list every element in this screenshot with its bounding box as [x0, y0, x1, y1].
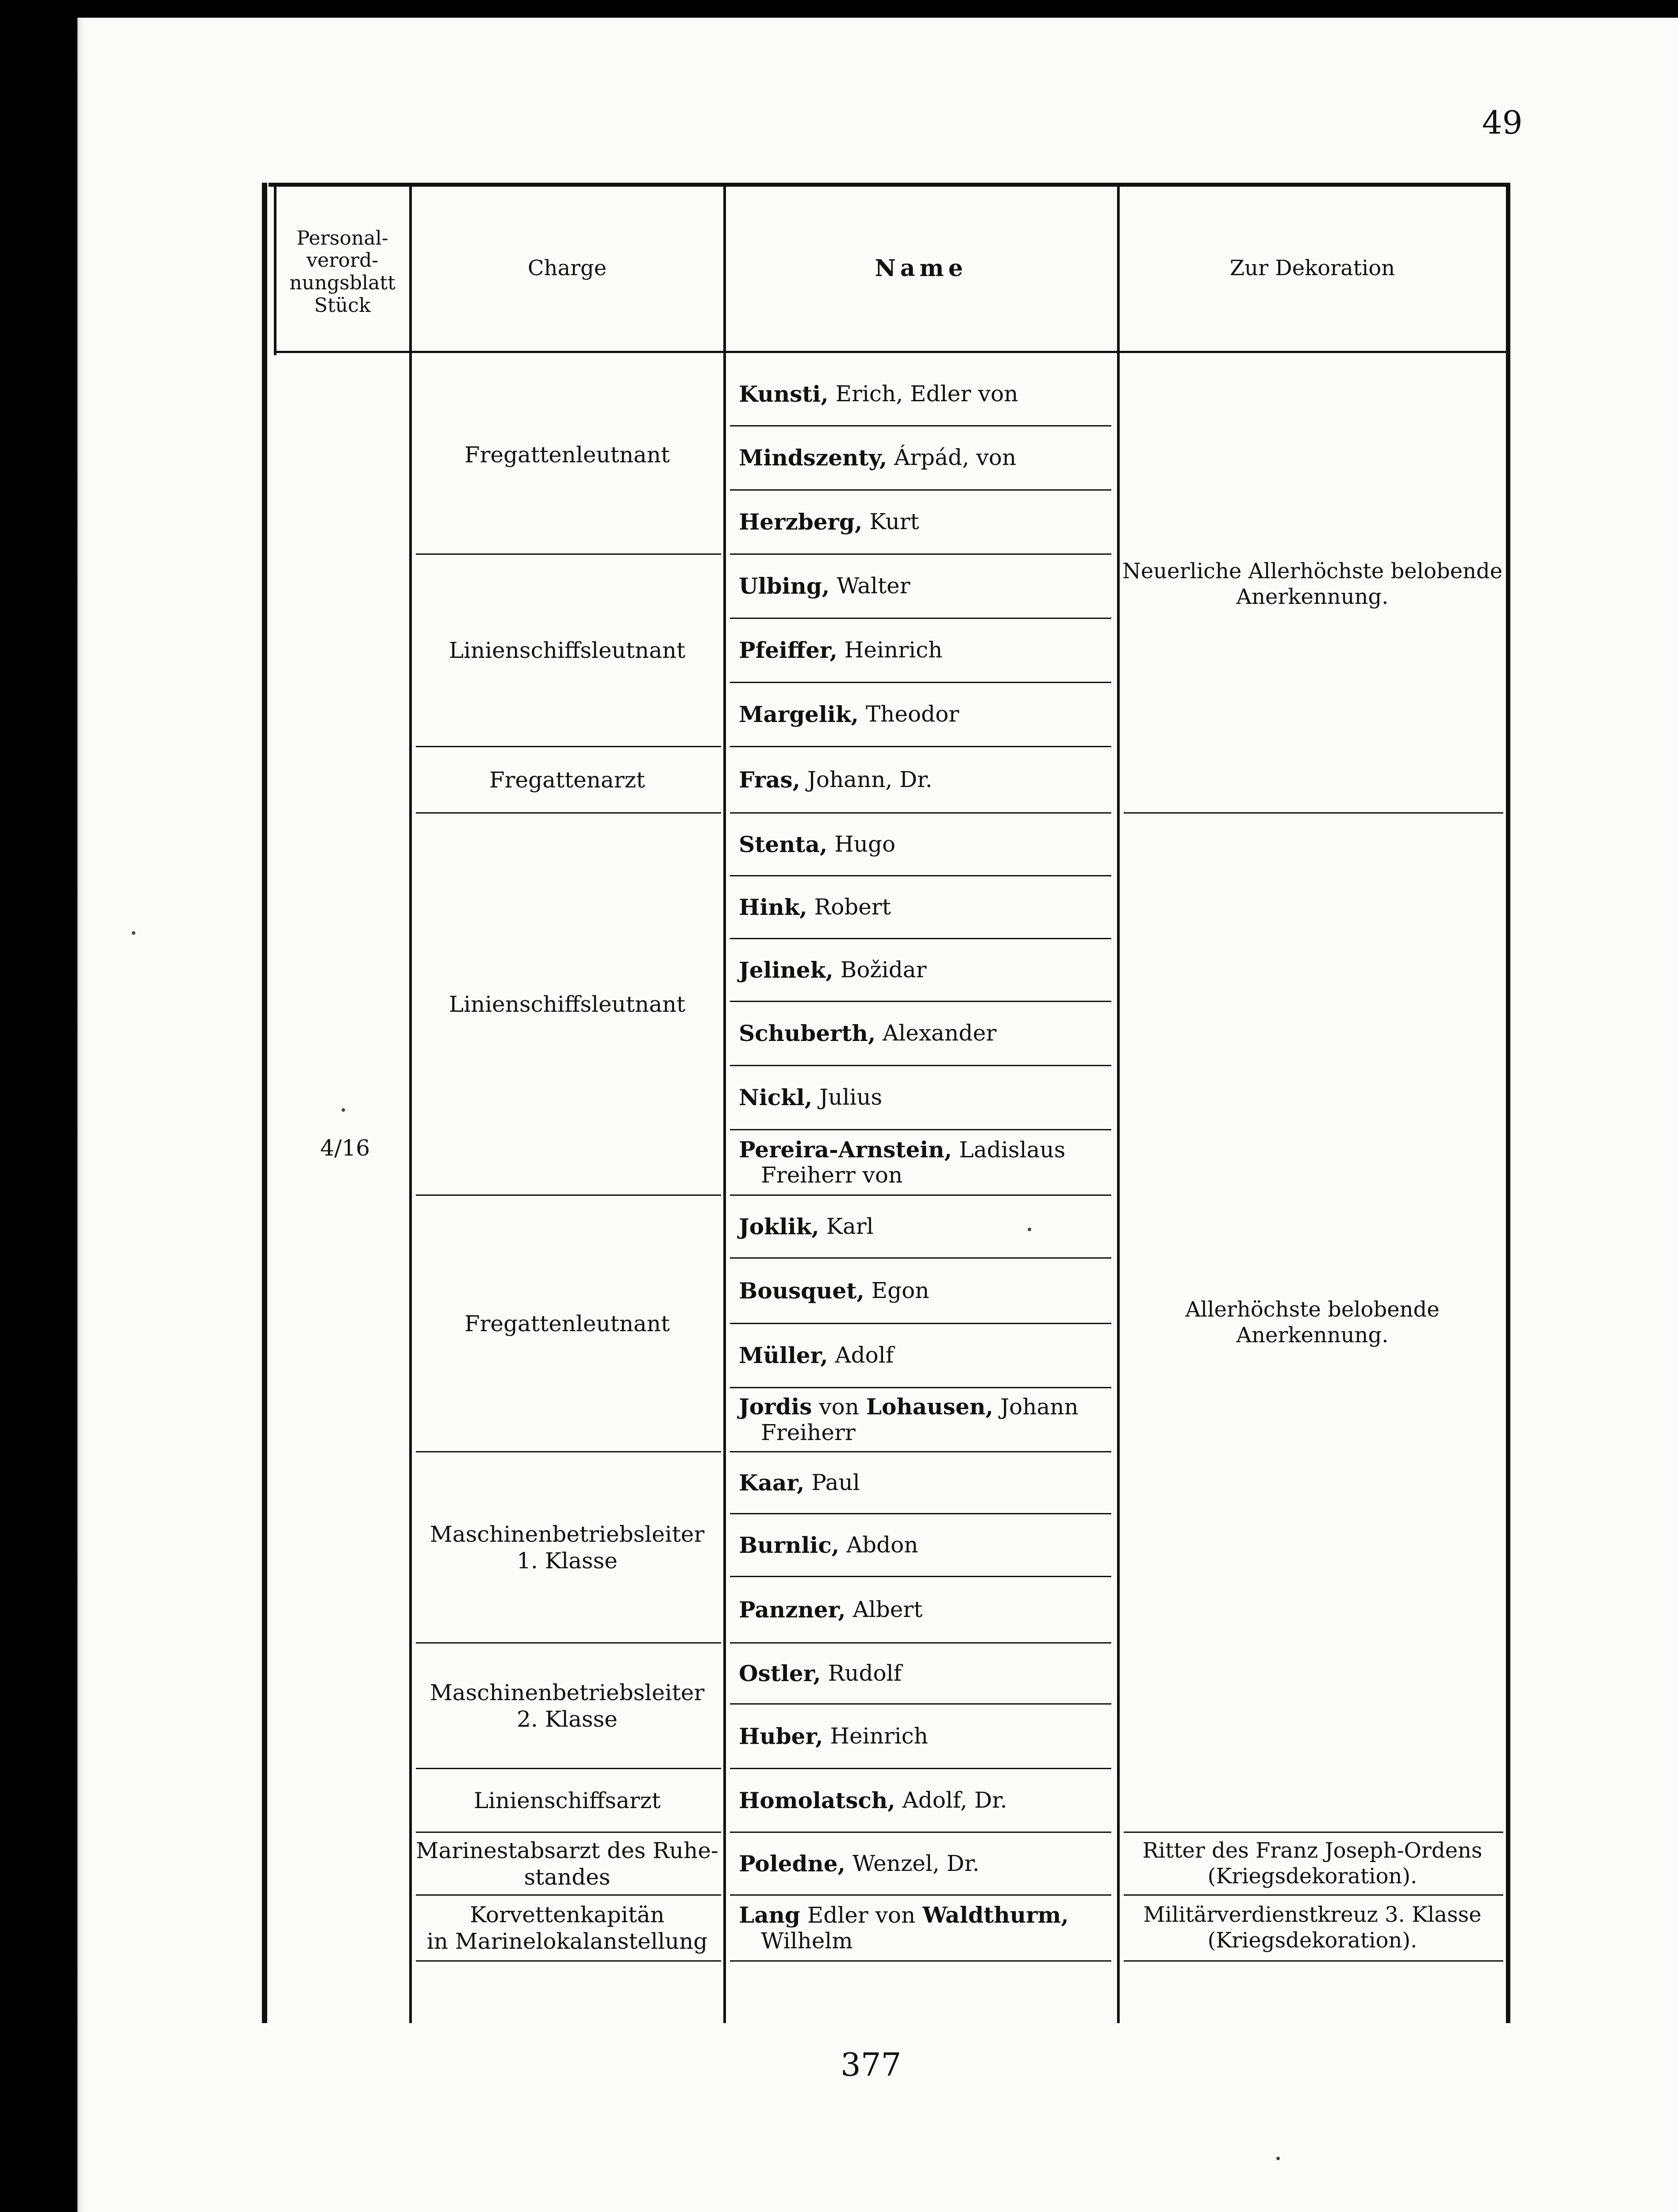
stueck-value: 4/16 [320, 1135, 370, 1161]
charge-cell: Fregattenleutnant [464, 442, 670, 468]
decoration-separator [1124, 1960, 1503, 1962]
name-row: Fras, Johann, Dr. [739, 766, 933, 793]
name-row: Poledne, Wenzel, Dr. [739, 1850, 980, 1877]
scan-speck [1028, 1228, 1031, 1231]
charge-cell: Linienschiffsleutnant [449, 991, 686, 1017]
column-divider-2 [723, 183, 726, 2023]
table-right-border [1506, 183, 1510, 2023]
charge-cell: Linienschiffsleutnant [449, 637, 686, 663]
name-row: Panzner, Albert [739, 1596, 923, 1623]
scan-speck [1276, 2157, 1280, 2160]
name-row: Müller, Adolf [739, 1342, 894, 1369]
charge-cell: Marinestabsarzt des Ruhe- standes [416, 1837, 718, 1890]
scan-speck [342, 1108, 345, 1112]
name-row: Kunsti, Erich, Edler von [739, 380, 1018, 407]
header-name: Name [875, 254, 968, 282]
name-row: Bousquet, Egon [739, 1277, 929, 1304]
name-row: Pfeiffer, Heinrich [739, 637, 943, 664]
scan-speck [132, 931, 135, 935]
decoration-cell: Neuerliche Allerhöchste belobende Anerkennung. [1122, 558, 1503, 609]
name-row: Burnlic, Abdon [739, 1532, 918, 1558]
decoration-cell: Ritter des Franz Joseph-Ordens (Kriegsdekoration). [1142, 1838, 1482, 1889]
header-blatt: Personal- verord- nungsblatt Stück [289, 227, 396, 317]
name-separator [730, 1960, 1111, 1962]
name-row: Margelik, Theodor [739, 701, 960, 728]
name-row: Jordis von Lohausen, Johann Freiherr [739, 1394, 1079, 1445]
name-row: Lang Edler von Waldthurm, Wilhelm [739, 1902, 1069, 1954]
header-bottom-border [275, 351, 1506, 353]
decoration-cell: Militärverdienstkreuz 3. Klasse (Kriegsdekoration). [1143, 1902, 1482, 1953]
header-dekoration: Zur Dekoration [1229, 255, 1395, 280]
name-row: Mindszenty, Árpád, von [739, 445, 1017, 471]
name-row: Kaar, Paul [739, 1469, 860, 1496]
page-gutter [79, 18, 85, 2212]
name-row: Huber, Heinrich [739, 1723, 928, 1749]
table-left-border [262, 183, 267, 2023]
name-row: Pereira-Arnstein, Ladislaus Freiherr von [739, 1136, 1066, 1188]
decoration-cell: Allerhöchste belobende Anerkennung. [1185, 1297, 1440, 1348]
name-row: Herzberg, Kurt [739, 509, 919, 535]
name-row: Nickl, Julius [739, 1084, 883, 1111]
charge-cell: Maschinenbetriebsleiter 1. Klasse [430, 1521, 705, 1574]
header-charge: Charge [527, 255, 607, 280]
name-row: Joklik, Karl [739, 1213, 874, 1240]
name-row: Ostler, Rudolf [739, 1660, 902, 1686]
charge-cell: Fregattenarzt [489, 767, 645, 793]
page-number-bottom: 377 [841, 2046, 902, 2083]
charge-cell: Linienschiffsarzt [473, 1787, 661, 1813]
name-row: Homolatsch, Adolf, Dr. [739, 1787, 1007, 1813]
name-row: Schuberth, Alexander [739, 1020, 997, 1047]
charge-cell: Maschinenbetriebsleiter 2. Klasse [430, 1679, 705, 1732]
name-row: Hink, Robert [739, 894, 891, 920]
charge-cell: Korvettenkapitän in Marinelokalanstellung [426, 1902, 708, 1954]
name-row: Ulbing, Walter [739, 573, 910, 599]
charge-cell: Fregattenleutnant [464, 1310, 670, 1336]
charge-separator [416, 1960, 721, 1962]
name-row: Jelinek, Božidar [739, 956, 927, 983]
name-row: Stenta, Hugo [739, 831, 896, 857]
page-number-top: 49 [1482, 104, 1523, 141]
